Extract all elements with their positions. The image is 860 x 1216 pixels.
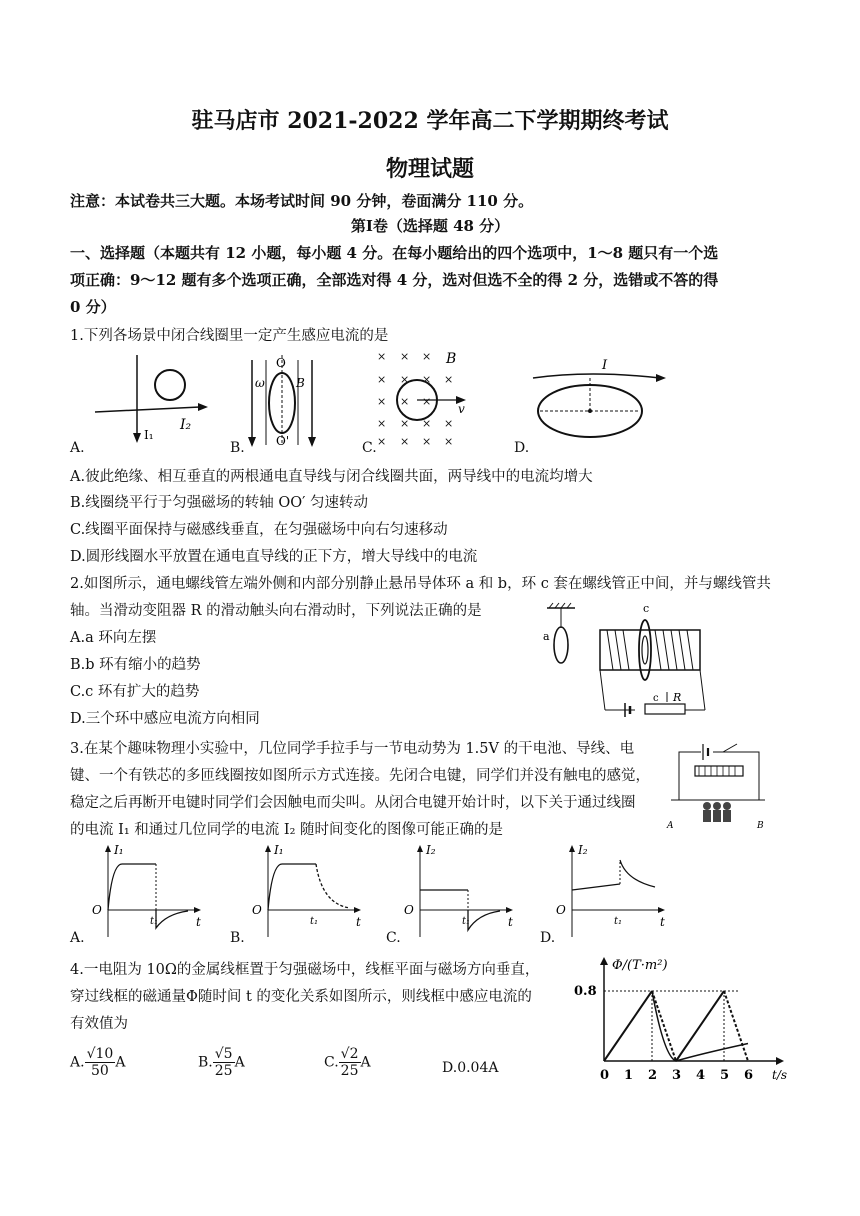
- q3d-t1: t₁: [614, 916, 623, 927]
- q3b-origin: O: [252, 903, 262, 917]
- q3d-x: t: [660, 915, 665, 929]
- q4-line-2: 穿过线框的磁通量Φ随时间 t 的变化关系如图所示，则线框中感应电流的: [70, 989, 532, 1005]
- q2-option-a: A.a 环向左摆: [70, 630, 157, 646]
- q3b-x: t: [356, 915, 361, 929]
- q3-line-2: 键、一个有铁芯的多匝线圈按如图所示方式连接。先闭合电键，同学们并没有触电的感觉，: [70, 768, 650, 784]
- q2-option-d: D.三个环中感应电流方向相同: [70, 711, 260, 727]
- q3-line-4: 的电流 I₁ 和通过几位同学的电流 I₂ 随时间变化的图像可能正确的是: [70, 822, 504, 838]
- q1-figure-a: [95, 355, 208, 443]
- q1-option-b: B.线圈绕平行于匀强磁场的转轴 OO′ 匀速转动: [70, 495, 369, 511]
- q1-fig-label-a: A.: [70, 440, 85, 456]
- fig-a-i2: I₂: [180, 417, 192, 433]
- q3c-t1: t₁: [462, 916, 471, 927]
- fig-c-b: B: [446, 351, 457, 367]
- flux-xtick: 4: [696, 1068, 706, 1083]
- svg-text:×: ×: [422, 350, 432, 363]
- q2-stem-1: 2.如图所示，通电螺线管左端外侧和内部分别静止悬吊导体环 a 和 b，环 c 套在螺线管正中间，并与螺线管共: [70, 576, 771, 592]
- q2-option-c: C.c 环有扩大的趋势: [70, 684, 200, 700]
- svg-text:×: ×: [422, 435, 432, 448]
- fig2-c: c: [643, 602, 650, 615]
- q4-line-3: 有效值为: [70, 1016, 128, 1032]
- section-instructions-3: 0 分）: [70, 298, 116, 316]
- svg-text:×: ×: [400, 435, 410, 448]
- q1-option-a: A.彼此绝缘、相互垂直的两根通电直导线与闭合线圈共面，两导线中的电流均增大: [70, 469, 593, 485]
- q1-option-c: C.线圈平面保持与磁感线垂直，在匀强磁场中向右匀速移动: [70, 522, 448, 538]
- svg-text:×: ×: [422, 373, 432, 386]
- q3-graph-c: [404, 843, 513, 937]
- flux-xtick: 0: [600, 1068, 610, 1083]
- q3b-t1: t₁: [310, 916, 319, 927]
- q3-line-3: 稳定之后再断开电键时同学们会因触电而尖叫。从闭合电键开始计时，以下关于通过线圈: [70, 795, 636, 811]
- exam-subtitle: 物理试题: [385, 156, 474, 182]
- q1-figure-d: [533, 358, 666, 437]
- q3b-ylabel: I₁: [274, 843, 284, 857]
- fig2-c2: c: [653, 693, 659, 704]
- fig-c-v: v: [458, 402, 465, 416]
- q1-option-d: D.圆形线圈水平放置在通电直导线的正下方，增大导线中的电流: [70, 549, 478, 565]
- svg-text:×: ×: [400, 373, 410, 386]
- q4-option-d: D.0.04A: [442, 1060, 499, 1076]
- fig3-b: B: [757, 821, 764, 830]
- svg-text:×: ×: [377, 417, 387, 430]
- fig-b-omega: ω: [255, 376, 265, 390]
- fig-a-i1: I₁: [144, 428, 154, 442]
- fig2-a: a: [543, 630, 550, 643]
- q3c-x: t: [508, 915, 513, 929]
- svg-text:×: ×: [444, 417, 454, 430]
- part-title: 第Ⅰ卷（选择题 48 分）: [350, 217, 510, 235]
- exam-title: 驻马店市 2021-2022 学年高二下学期期终考试: [191, 108, 669, 134]
- flux-xtick: 5: [720, 1068, 730, 1083]
- q2-option-b: B.b 环有缩小的趋势: [70, 657, 201, 673]
- svg-text:×: ×: [400, 350, 410, 363]
- q3a-t1: t₁: [150, 916, 159, 927]
- q4-line-1: 4.一电阻为 10Ω的金属线框置于匀强磁场中，线框平面与磁场方向垂直，: [70, 962, 540, 978]
- flux-xtick: 3: [672, 1068, 682, 1083]
- q3-line-1: 3.在某个趣味物理小实验中，几位同学手拉手与一节电动势为 1.5V 的干电池、导线、电: [70, 741, 635, 757]
- q4-flux-chart: [570, 955, 795, 1085]
- q4-option-c: C. $\frac{√2}{25}$ A: [324, 1046, 371, 1079]
- svg-text:×: ×: [377, 435, 387, 448]
- q3-figure-circuit: [665, 738, 775, 830]
- q1-stem: 1.下列各场景中闭合线圈里一定产生感应电流的是: [70, 328, 389, 344]
- flux-xtick: 1: [624, 1068, 634, 1083]
- flux-segment: [652, 991, 676, 1061]
- fig2-r: R: [673, 691, 682, 704]
- q3d-ylabel: I₂: [578, 843, 588, 857]
- flux-xtick: 6: [744, 1068, 754, 1083]
- q1-figure-c: [377, 350, 466, 448]
- fig-b-b: B: [296, 376, 305, 390]
- flux-segment: [724, 991, 748, 1061]
- svg-text:×: ×: [444, 373, 454, 386]
- section-instructions-2: 项正确：9～12 题有多个选项正确，全部选对得 4 分，选对但选不全的得 2 分，选错或不答的得: [70, 271, 719, 289]
- svg-text:×: ×: [422, 395, 432, 408]
- svg-text:×: ×: [377, 395, 387, 408]
- flux-ytick: 0.8: [574, 984, 597, 999]
- q1-figures: [70, 345, 690, 460]
- q3c-origin: O: [404, 903, 414, 917]
- q2-stem-2: 轴。当滑动变阻器 R 的滑动触头向右滑动时，下列说法正确的是: [70, 603, 482, 619]
- svg-text:×: ×: [444, 435, 454, 448]
- q1-fig-label-b: B.: [230, 440, 245, 456]
- fig3-a: A: [667, 821, 674, 830]
- q3-graph-label-d: D.: [540, 930, 556, 946]
- q3a-origin: O: [92, 903, 102, 917]
- q1-fig-label-d: D.: [514, 440, 530, 456]
- svg-text:×: ×: [377, 350, 387, 363]
- fig-b-o-bot: O': [276, 434, 290, 448]
- q3-graph-a: [92, 843, 201, 937]
- q3-graphs: [70, 842, 700, 942]
- q3a-x: t: [196, 915, 201, 929]
- flux-xlabel: t/s: [772, 1068, 788, 1082]
- svg-text:×: ×: [400, 395, 410, 408]
- q1-fig-label-c: C.: [362, 440, 377, 456]
- flux-ylabel: Φ/(T·m²): [612, 958, 668, 973]
- q2-figure-solenoid: [535, 600, 715, 722]
- q1-figure-b: [248, 355, 316, 448]
- flux-xtick: 2: [648, 1068, 658, 1083]
- section-instructions-1: 一、选择题（本题共有 12 小题，每小题 4 分。在每小题给出的四个选项中，1～8 题只有一个选: [70, 244, 719, 262]
- fig-b-o-top: O: [276, 356, 286, 370]
- q3-graph-label-c: C.: [386, 930, 401, 946]
- q3c-ylabel: I₂: [426, 843, 436, 857]
- q3-graph-d: [556, 843, 665, 937]
- svg-text:×: ×: [400, 417, 410, 430]
- q3a-ylabel: I₁: [114, 843, 124, 857]
- q3-graph-b: [252, 843, 361, 937]
- flux-segment: [604, 991, 652, 1061]
- svg-text:×: ×: [422, 417, 432, 430]
- q3-graph-label-b: B.: [230, 930, 245, 946]
- fig-d-i: I: [602, 358, 608, 373]
- q3d-origin: O: [556, 903, 566, 917]
- q3-graph-label-a: A.: [70, 930, 85, 946]
- notice: 注意：本试卷共三大题。本场考试时间 90 分钟，卷面满分 110 分。: [70, 192, 534, 210]
- svg-text:×: ×: [377, 373, 387, 386]
- q4-option-a: A. $\frac{√10}{50}$ A: [70, 1046, 126, 1079]
- q4-option-b: B. $\frac{√5}{25}$ A: [198, 1046, 245, 1079]
